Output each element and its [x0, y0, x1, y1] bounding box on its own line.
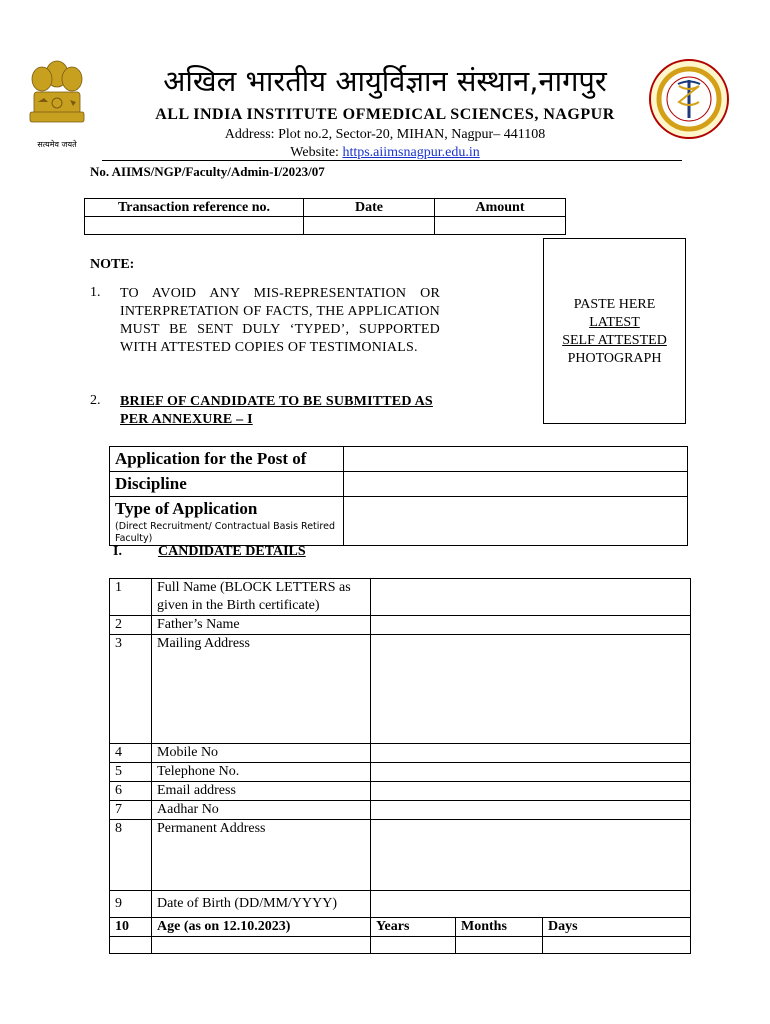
- row-2-num: 2: [110, 616, 152, 635]
- transaction-amount-input[interactable]: [435, 217, 566, 235]
- row-9-num: 9: [110, 891, 152, 918]
- permanent-address-input[interactable]: [371, 820, 691, 891]
- dob-input[interactable]: [371, 891, 691, 918]
- emblem-motto: सत्यमेव जयते: [37, 140, 77, 149]
- age-months-header: Months: [456, 918, 543, 937]
- english-institute-title: ALL INDIA INSTITUTE OFMEDICAL SCIENCES, NAGPUR: [155, 106, 615, 123]
- row-4-num: 4: [110, 744, 152, 763]
- aadhar-input[interactable]: [371, 801, 691, 820]
- age-days-input[interactable]: [543, 937, 691, 954]
- hindi-institute-title: अखिल भारतीय आयुर्विज्ञान संस्थान,नागपुर: [163, 64, 607, 98]
- row-5-label: Telephone No.: [152, 763, 371, 782]
- mobile-input[interactable]: [371, 744, 691, 763]
- header-transaction-ref: Transaction reference no.: [85, 199, 304, 217]
- row-3-num: 3: [110, 635, 152, 744]
- note-heading: NOTE:: [90, 257, 135, 272]
- row-10-label: Age (as on 12.10.2023): [152, 918, 371, 937]
- note-1-text: TO AVOID ANY MIS-REPRESENTATION OR INTERPRETATION OF FACTS, THE APPLICATION MUST BE SENT DULY ‘TYPED’, SUPPORTED WITH ATTESTED COPIES OF TESTIMONIALS.: [120, 286, 440, 355]
- photo-line-4: PHOTOGRAPH: [567, 351, 662, 366]
- row-6-label: Email address: [152, 782, 371, 801]
- row-1-label: Full Name (BLOCK LETTERS as given in the Birth certificate): [152, 579, 371, 616]
- post-label: Application for the Post of: [110, 447, 344, 472]
- transaction-ref-input[interactable]: [85, 217, 304, 235]
- age-years-header: Years: [371, 918, 456, 937]
- age-days-header: Days: [543, 918, 691, 937]
- post-input[interactable]: [344, 447, 688, 472]
- section-number: I.: [113, 544, 122, 559]
- type-cell: [110, 497, 344, 546]
- candidate-details-table: [109, 578, 691, 954]
- note-2-text: BRIEF OF CANDIDATE TO BE SUBMITTED AS PER ANNEXURE – I: [120, 394, 433, 427]
- row-8-label: Permanent Address: [152, 820, 371, 891]
- fathers-name-input[interactable]: [371, 616, 691, 635]
- photo-line-1: PASTE HERE: [573, 297, 656, 312]
- section-title-text: CANDIDATE DETAILS: [158, 544, 306, 559]
- row-5-num: 5: [110, 763, 152, 782]
- type-note: (Direct Recruitment/ Contractual Basis Retired Faculty): [115, 521, 335, 544]
- section-title: [158, 544, 340, 560]
- email-input[interactable]: [371, 782, 691, 801]
- full-name-input[interactable]: [371, 579, 691, 616]
- row-1-num: 1: [110, 579, 152, 616]
- type-label: Type of Application: [115, 499, 258, 518]
- header-divider: [102, 160, 682, 161]
- transaction-date-input[interactable]: [304, 217, 435, 235]
- row-10-blank-label: [152, 937, 371, 954]
- row-7-label: Aadhar No: [152, 801, 371, 820]
- mailing-address-input[interactable]: [371, 635, 691, 744]
- website-link[interactable]: https.aiimsnagpur.edu.in: [342, 145, 480, 160]
- row-4-label: Mobile No: [152, 744, 371, 763]
- institute-address: Address: Plot no.2, Sector-20, MIHAN, Nagpur– 441108: [224, 127, 546, 142]
- note-1-number: 1.: [90, 285, 101, 300]
- website-label: Website:: [290, 145, 343, 160]
- photo-line-2: LATEST: [589, 315, 640, 330]
- header-date: Date: [304, 199, 435, 217]
- institute-website: [0, 144, 770, 161]
- photo-box[interactable]: [543, 238, 686, 424]
- discipline-label: Discipline: [110, 472, 344, 497]
- row-2-label: Father’s Name: [152, 616, 371, 635]
- application-table: [109, 446, 688, 546]
- row-9-label: Date of Birth (DD/MM/YYYY): [152, 891, 371, 918]
- row-10-blank-num: [110, 937, 152, 954]
- discipline-input[interactable]: [344, 472, 688, 497]
- telephone-input[interactable]: [371, 763, 691, 782]
- type-input[interactable]: [344, 497, 688, 546]
- transaction-table: [84, 198, 566, 235]
- row-6-num: 6: [110, 782, 152, 801]
- header-amount: Amount: [435, 199, 566, 217]
- reference-number: No. AIIMS/NGP/Faculty/Admin-I/2023/07: [90, 164, 325, 179]
- age-months-input[interactable]: [456, 937, 543, 954]
- row-3-label: Mailing Address: [152, 635, 371, 744]
- note-2-number: 2.: [90, 393, 101, 408]
- row-7-num: 7: [110, 801, 152, 820]
- age-years-input[interactable]: [371, 937, 456, 954]
- row-10-num: 10: [110, 918, 152, 937]
- row-8-num: 8: [110, 820, 152, 891]
- photo-line-3: SELF ATTESTED: [562, 333, 667, 348]
